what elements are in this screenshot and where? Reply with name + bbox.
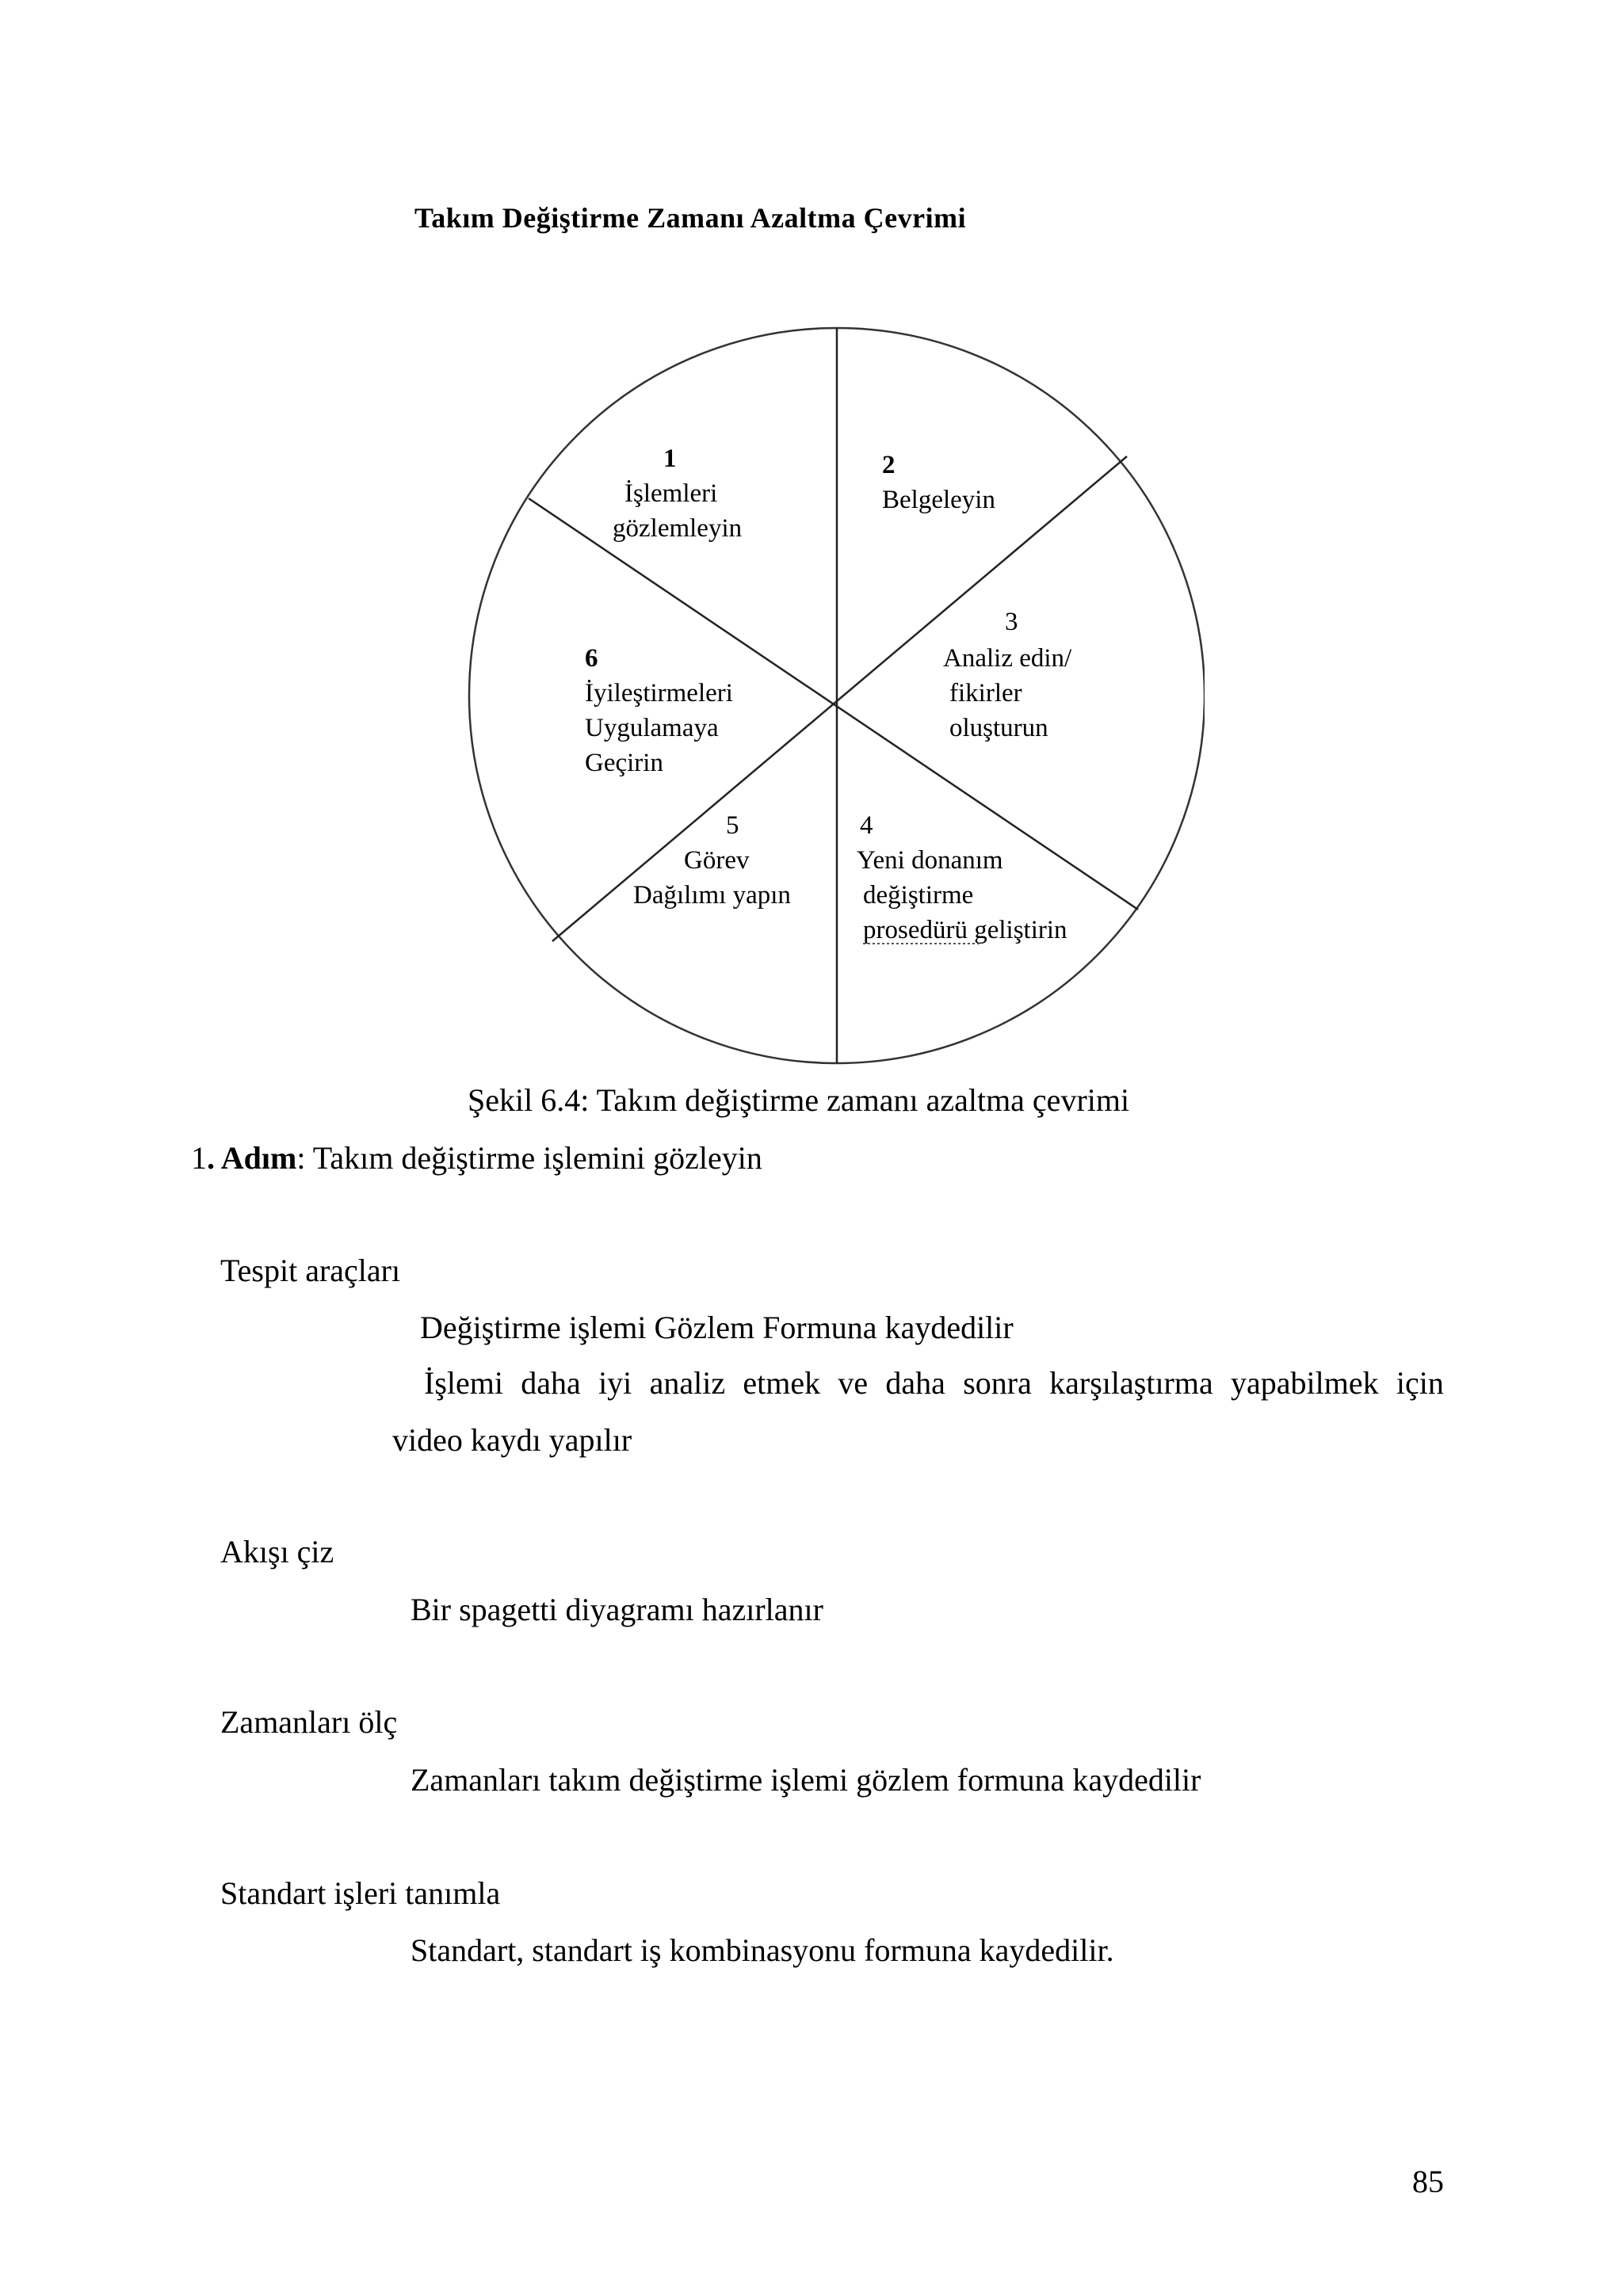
segment-3-line-2: fikirler	[949, 679, 1022, 707]
tespit-item-2	[424, 1364, 1444, 1402]
segment-6-number: 6	[585, 644, 598, 673]
zaman-item-1: Zamanları takım değiştirme işlemi gözlem formuna kaydedilir	[411, 1762, 1201, 1798]
tespit-item-2-continuation: video kaydı yapılır	[392, 1422, 632, 1458]
segment-3	[943, 608, 1072, 742]
justified-word: İşlemi	[424, 1365, 503, 1401]
segment-1-number: 1	[663, 444, 677, 473]
segment-6	[585, 644, 733, 777]
section-heading-zaman: Zamanları ölç	[220, 1704, 398, 1740]
justified-word: etmek	[743, 1365, 821, 1401]
figure-caption: Şekil 6.4: Takım değiştirme zamanı azaltma çevrimi	[468, 1082, 1130, 1118]
justified-word: daha	[885, 1365, 945, 1401]
justified-word: karşılaştırma	[1049, 1365, 1213, 1401]
step-number: 1	[191, 1140, 207, 1176]
step-heading	[191, 1139, 762, 1177]
justified-word: daha	[521, 1365, 581, 1401]
justified-word: için	[1396, 1365, 1444, 1401]
segment-6-line-2: Uygulamaya	[585, 714, 719, 742]
segment-3-line-1: Analiz edin/	[943, 644, 1072, 673]
segment-6-line-1: İyileştirmeleri	[585, 679, 733, 707]
section-heading-tespit: Tespit araçları	[220, 1253, 401, 1288]
segment-2	[882, 451, 995, 514]
segment-4-line-3: prosedürü geliştirin	[863, 916, 1067, 944]
diagram-title: Takım Değiştirme Zamanı Azaltma Çevrimi	[414, 202, 967, 234]
page-number: 85	[1412, 2164, 1444, 2199]
segment-3-number: 3	[1005, 608, 1018, 636]
segment-4-number: 4	[860, 811, 873, 840]
justified-word: sonra	[963, 1365, 1032, 1401]
segment-1-line-2: gözlemleyin	[613, 514, 743, 543]
justified-word: analiz	[649, 1365, 726, 1401]
segment-1-line-1: İşlemleri	[624, 479, 718, 508]
segment-5-line-1: Görev	[684, 846, 750, 875]
section-heading-akis: Akışı çiz	[220, 1534, 334, 1569]
segment-6-line-3: Geçirin	[585, 749, 663, 777]
justified-word: ve	[838, 1365, 869, 1401]
segment-5-number: 5	[726, 811, 739, 840]
segment-1	[613, 444, 742, 543]
segment-4-line-1: Yeni donanım	[857, 846, 1003, 875]
standart-item-1: Standart, standart iş kombinasyonu formuna kaydedilir.	[411, 1932, 1114, 1968]
segment-2-number: 2	[882, 451, 896, 479]
segment-4-line-2: değiştirme	[863, 881, 974, 910]
akis-item-1: Bir spagetti diyagramı hazırlanır	[411, 1592, 823, 1627]
step-text: : Takım değiştirme işlemini gözleyin	[296, 1140, 762, 1176]
section-heading-standart: Standart işleri tanımla	[220, 1875, 501, 1911]
segment-5-line-2: Dağılımı yapın	[633, 881, 791, 910]
cycle-diagram	[444, 309, 1205, 1070]
justified-word: iyi	[598, 1365, 632, 1401]
justified-word: yapabilmek	[1231, 1365, 1379, 1401]
segment-5	[633, 811, 791, 910]
segment-3-line-3: oluşturun	[949, 714, 1048, 742]
tespit-item-1: Değiştirme işlemi Gözlem Formuna kaydedilir	[420, 1310, 1014, 1345]
step-label: . Adım	[207, 1140, 297, 1176]
segment-4	[857, 811, 1067, 944]
segment-2-line-1: Belgeleyin	[882, 486, 995, 514]
